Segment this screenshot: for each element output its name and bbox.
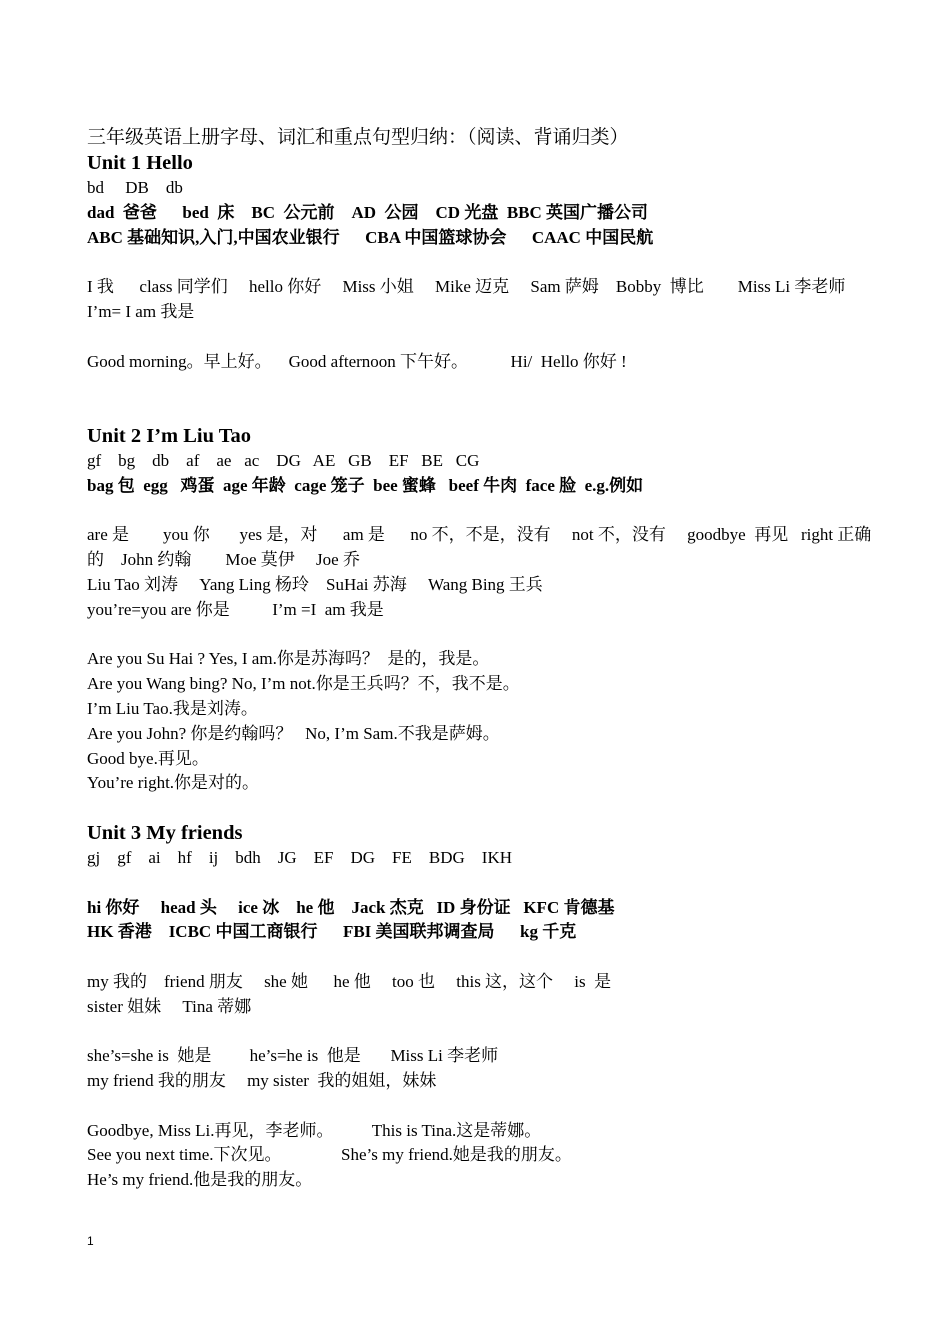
unit1-letters: bd DB db xyxy=(87,178,183,197)
unit1-sentences: Good morning。早上好。 Good afternoon 下午好。 Hi/ Hello 你好 ! xyxy=(87,351,627,371)
unit2-sentence: Good bye.再见。 xyxy=(87,748,209,768)
unit3-contractions-line2: my friend 我的朋友 my sister 我的姐姐，妹妹 xyxy=(87,1071,437,1091)
unit3-vocab-line2: HK 香港 ICBC 中国工商银行 FBI 美国联邦调查局 kg 千克 xyxy=(87,922,577,942)
unit1-heading: Unit 1 Hello xyxy=(87,152,193,174)
spacer xyxy=(87,325,877,350)
spacer xyxy=(87,499,877,524)
unit2-sentence: Are you Su Hai ? Yes, I am.你是苏海吗？ 是的，我是。 xyxy=(87,649,490,669)
unit3-words-line1: my 我的 friend 朋友 she 她 he 他 too 也 this 这，这个 is 是 xyxy=(87,971,612,991)
unit2-sentence: You’re right.你是对的。 xyxy=(87,773,260,793)
unit1-words: I 我 class 同学们 hello 你好 Miss 小姐 Mike 迈克 Sam 萨姆 Bobby 博比 Miss Li 李老师 I’m= I am 我是 xyxy=(87,277,876,321)
spacer xyxy=(87,250,877,275)
unit2-words-line1: are 是 you 你 yes 是，对 am 是 no 不，不是，没有 not 不，没有 goodbye 再见 right 正确的 John 约翰 Moe 莫伊 Joe 乔 xyxy=(87,525,872,570)
unit3-words-line2: sister 姐妹 Tina 蒂娜 xyxy=(87,996,252,1016)
unit2-words-line3: you’re=you are 你是 I’m =I am 我是 xyxy=(87,599,384,619)
spacer xyxy=(87,1020,877,1045)
spacer xyxy=(87,796,877,821)
unit2-sentence: Are you Wang bing? No, I’m not.你是王兵吗？不，我不是。 xyxy=(87,674,520,694)
spacer xyxy=(87,1094,877,1119)
unit3-sentence: He’s my friend.他是我的朋友。 xyxy=(87,1170,313,1190)
document-title: 三年级英语上册字母、词汇和重点句型归纳：（阅读、背诵归类） xyxy=(87,126,629,148)
spacer xyxy=(87,945,877,970)
unit3-heading: Unit 3 My friends xyxy=(87,821,243,844)
unit2-heading: Unit 2 I’m Liu Tao xyxy=(87,424,252,447)
page-number: 1 xyxy=(87,1234,94,1248)
unit2-sentence: I’m Liu Tao.我是刘涛。 xyxy=(87,698,258,718)
spacer xyxy=(87,374,877,424)
unit2-words-line2: Liu Tao 刘涛 Yang Ling 杨玲 SuHai 苏海 Wang Bing 王兵 xyxy=(87,574,543,594)
spacer xyxy=(87,623,877,648)
unit2-letters: gf bg db af ae ac DG AE GB EF BE CG xyxy=(87,450,480,470)
unit1-vocab-line2: ABC 基础知识,入门,中国农业银行 CBA 中国篮球协会 CAAC 中国民航 xyxy=(87,227,654,247)
unit3-letters: gj gf ai hf ij bdh JG EF DG FE BDG IKH xyxy=(87,847,512,867)
unit3-contractions-line1: she’s=she is 她是 he’s=he is 他是 Miss Li 李老师 xyxy=(87,1046,499,1066)
unit2-sentence: Are you John? 你是约翰吗？ No, I’m Sam.不我是萨姆。 xyxy=(87,723,500,743)
unit3-sentence: Goodbye, Miss Li.再见，李老师。 This is Tina.这是蒂娜。 xyxy=(87,1120,542,1140)
spacer xyxy=(87,871,877,896)
unit1-vocab-line1: dad 爸爸 bed 床 BC 公元前 AD 公园 CD 光盘 BBC 英国广播公司 xyxy=(87,202,649,222)
unit3-vocab-line1: hi 你好 head 头 ice 冰 he 他 Jack 杰克 ID 身份证 KFC 肯德基 xyxy=(87,897,615,917)
unit2-vocab: bag 包 egg 鸡蛋 age 年龄 cage 笼子 bee 蜜蜂 beef 牛肉 face 脸 e.g.例如 xyxy=(87,475,644,495)
unit3-sentence: See you next time.下次见。 She’s my friend.她是我的朋友。 xyxy=(87,1145,572,1165)
page-content xyxy=(87,123,877,1193)
